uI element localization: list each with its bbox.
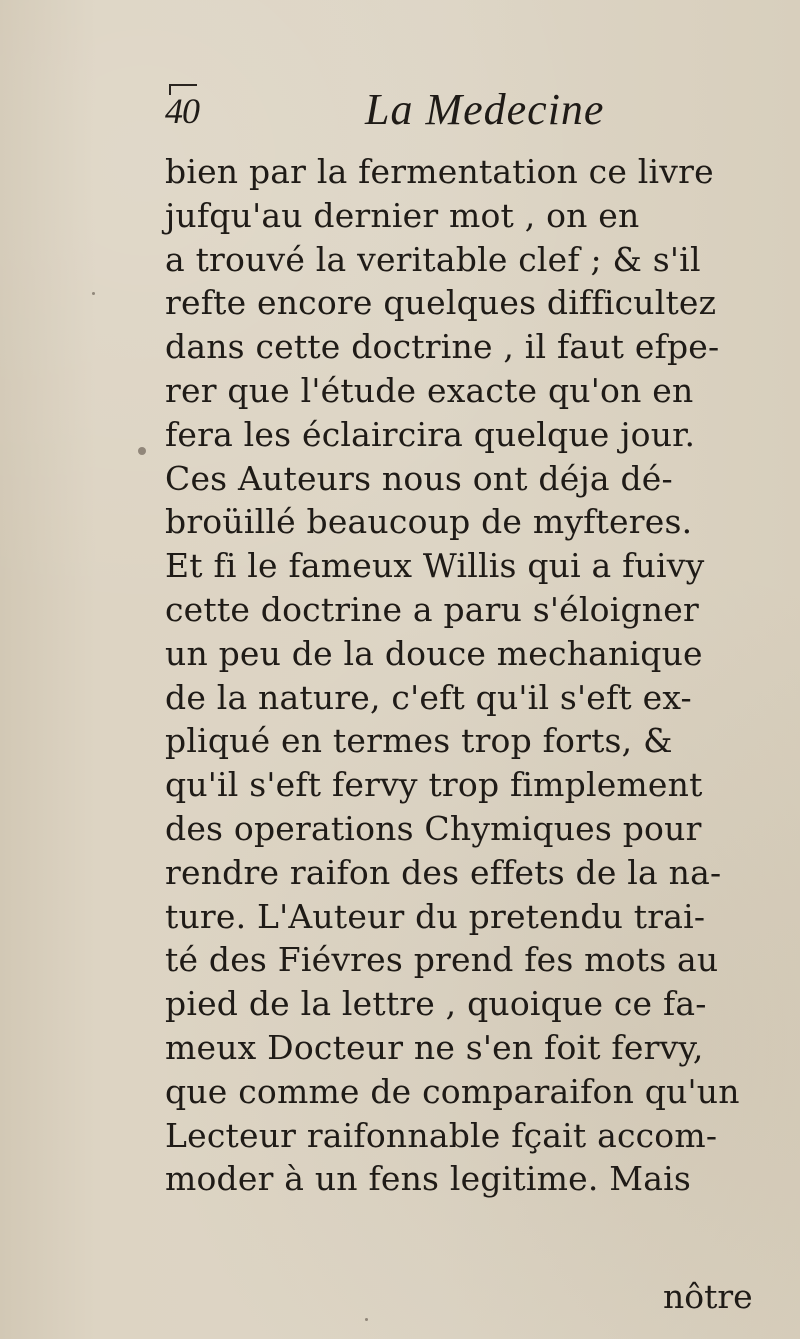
text-line: un peu de la douce mechanique (165, 633, 703, 673)
ink-speck (365, 1318, 368, 1321)
page-number: 40 (165, 91, 199, 131)
text-line: Et fi le fameux Willis qui a fuivy (165, 546, 705, 586)
text-line: bien par la fermentation ce livre (165, 152, 714, 191)
text-line: moder à un fens legitime. Mais (165, 1159, 691, 1199)
text-line: dans cette doctrine , il faut efpe- (165, 327, 720, 367)
catchword: nôtre (663, 1277, 753, 1316)
text-line: des operations Chymiques pour (165, 808, 702, 848)
text-line: ture. L'Auteur du pretendu trai- (165, 896, 706, 936)
page-header (165, 84, 685, 140)
text-line: meux Docteur ne s'en foit fervy, (165, 1027, 704, 1067)
text-line: de la nature, c'eft qu'il s'eft ex- (165, 677, 692, 717)
text-line: jufqu'au dernier mot , on en (165, 195, 640, 235)
body-text (165, 150, 775, 1201)
text-line: a trouvé la veritable clef ; & s'il (165, 239, 701, 279)
text-line: qu'il s'eft fervy trop fimplement (165, 765, 703, 805)
text-line: que comme de comparaifon qu'un (165, 1071, 740, 1111)
running-title: La Medecine (365, 85, 605, 134)
text-line: rendre raifon des effets de la na- (165, 852, 722, 892)
ink-speck (138, 447, 146, 455)
text-line: rer que l'étude exacte qu'on en (165, 370, 694, 410)
text-line: Ces Auteurs nous ont déja dé- (165, 458, 673, 498)
text-line: té des Fiévres prend fes mots au (165, 940, 719, 980)
text-line: pied de la lettre , quoique ce fa- (165, 984, 707, 1024)
text-line: pliqué en termes trop forts, & (165, 721, 673, 761)
text-line: fera les éclaircira quelque jour. (165, 414, 696, 454)
text-line: cette doctrine a paru s'éloigner (165, 589, 699, 629)
text-line: Lecteur raifonnable fçait accom- (165, 1115, 718, 1155)
text-line: refte encore quelques difficultez (165, 283, 717, 323)
text-line: broüillé beaucoup de myfteres. (165, 502, 693, 542)
ink-speck (92, 292, 95, 295)
